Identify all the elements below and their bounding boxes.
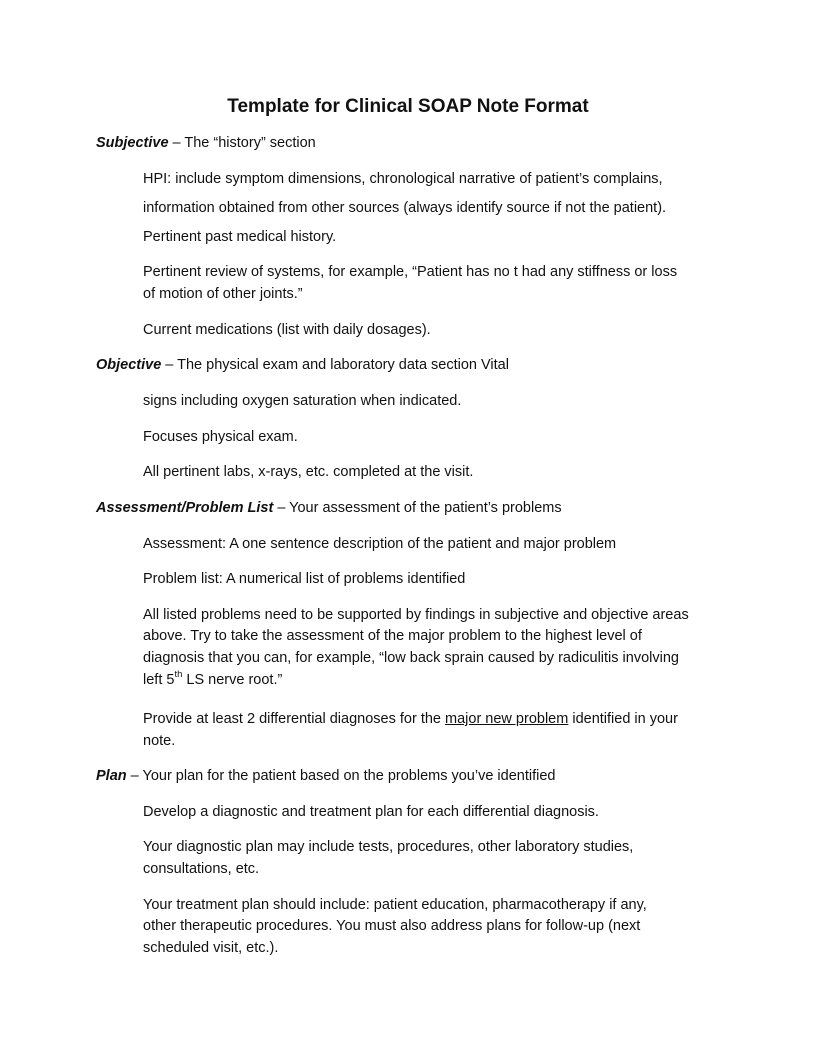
- subjective-desc: – The “history” section: [168, 135, 316, 151]
- subjective-label: Subjective: [96, 135, 169, 151]
- assessment-label: Assessment/Problem List: [96, 500, 274, 516]
- objective-label: Objective: [96, 357, 162, 373]
- page-title: Template for Clinical SOAP Note Format: [227, 96, 589, 117]
- ddx-text-start: Provide at least 2 differential diagnoses for the: [143, 711, 446, 727]
- treatment-plan-line-2: other therapeutic procedures. You must also address plans for follow-up (next: [143, 918, 641, 934]
- ros-line-2: of motion of other joints.”: [143, 286, 303, 302]
- assessment-heading: [96, 500, 562, 516]
- ros-line-1: Pertinent review of systems, for example, “Patient has no t had any stiffness or loss: [143, 264, 678, 280]
- plan-heading: [96, 768, 555, 784]
- plan-desc: – Your plan for the patient based on the problems you’ve identified: [126, 768, 556, 784]
- objective-desc: – The physical exam and laboratory data section Vital: [161, 357, 509, 373]
- diagnostic-plan-line-2: consultations, etc.: [143, 861, 260, 877]
- meds-line: Current medications (list with daily dosages).: [143, 322, 431, 338]
- ordinal-suffix: th: [174, 669, 183, 681]
- ddx-text-end: identified in your: [568, 711, 678, 727]
- problem-list-line: Problem list: A numerical list of problems identified: [143, 571, 466, 587]
- treatment-plan-line-1: Your treatment plan should include: patient education, pharmacotherapy if any,: [143, 897, 647, 913]
- support-line-2: above. Try to take the assessment of the major problem to the highest level of: [143, 628, 642, 644]
- treatment-plan-line-3: scheduled visit, etc.).: [143, 940, 279, 956]
- exam-line: Focuses physical exam.: [143, 429, 298, 445]
- ddx-underlined-text: major new problem: [445, 711, 569, 727]
- assessment-line: Assessment: A one sentence description of the patient and major problem: [143, 536, 617, 552]
- support-line-4: [143, 669, 283, 688]
- develop-line: Develop a diagnostic and treatment plan for each differential diagnosis.: [143, 804, 599, 820]
- vitals-line: signs including oxygen saturation when indicated.: [143, 393, 462, 409]
- pmh-line: Pertinent past medical history.: [143, 229, 337, 245]
- assessment-desc: – Your assessment of the patient’s problems: [273, 500, 562, 516]
- support-line-4-end: LS nerve root.”: [182, 672, 283, 688]
- ddx-line-2: note.: [143, 733, 176, 749]
- ddx-line-1: [143, 711, 678, 727]
- diagnostic-plan-line-1: Your diagnostic plan may include tests, procedures, other laboratory studies,: [143, 839, 634, 855]
- subjective-heading: [96, 135, 316, 151]
- hpi-line-2: information obtained from other sources (always identify source if not the patient).: [143, 200, 667, 216]
- support-line-4-start: left 5: [143, 672, 175, 688]
- labs-line: All pertinent labs, x-rays, etc. completed at the visit.: [143, 464, 474, 480]
- plan-label: Plan: [96, 768, 127, 784]
- support-line-3: diagnosis that you can, for example, “low back sprain caused by radiculitis involving: [143, 650, 679, 666]
- objective-heading: [96, 357, 509, 373]
- support-line-1: All listed problems need to be supported by findings in subjective and objective areas: [143, 607, 689, 623]
- hpi-line-1: HPI: include symptom dimensions, chronological narrative of patient’s complains,: [143, 171, 663, 187]
